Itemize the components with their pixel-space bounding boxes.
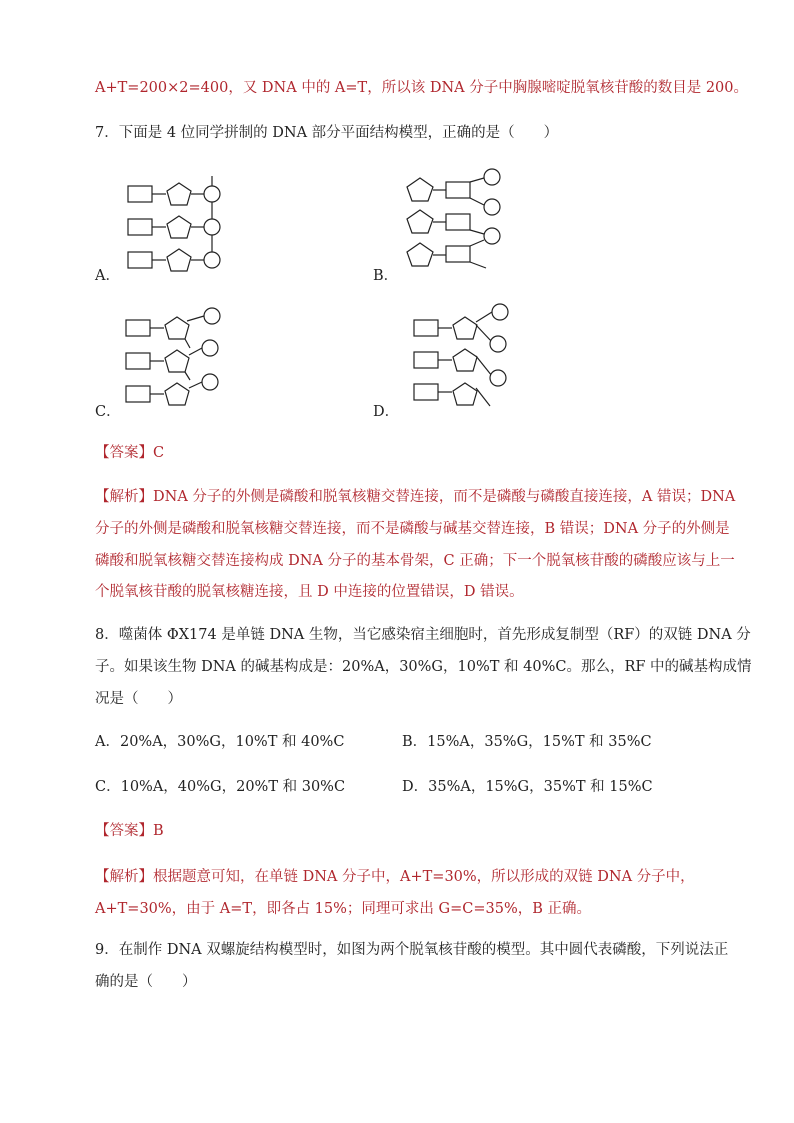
answer-value: C [153,445,165,461]
q7-option-a-label: A． [95,268,120,284]
q8-analysis-line-1 [95,867,695,887]
q7-diagram-d [408,306,518,416]
q7-analysis-line-4: 个脱氧核苷酸的脱氧核糖连接，且 D 中连接的位置错误，D 错误。 [95,584,524,600]
q8-option-a: A．20%A，30%G，10%T 和 40%C [95,734,345,750]
q7-stem: 7．下面是 4 位同学拼制的 DNA 部分平面结构模型，正确的是（ ） [95,125,559,141]
q8-answer [95,821,164,841]
answer-tag: 【答案】 [95,823,153,839]
analysis-tag: 【解析】 [95,489,153,505]
q7-answer [95,443,164,463]
q7-option-c-label: C． [95,404,121,420]
q7-option-b-label: B． [373,268,399,284]
q6-answer-tail: A+T=200×2=400，又 DNA 中的 A=T，所以该 DNA 分子中胸腺嘧啶脱氧核苷酸的数目是 200。 [95,80,749,96]
q9-stem-line-1: 9．在制作 DNA 双螺旋结构模型时，如图为两个脱氧核苷酸的模型。其中圆代表磷酸，下列说法正 [95,942,729,958]
analysis-text: DNA 分子的外侧是磷酸和脱氧核糖交替连接，而不是磷酸与磷酸直接连接，A 错误；DNA [153,489,736,505]
q8-option-b: B．15%A，35%G，15%T 和 35%C [402,734,652,750]
q7-diagram-c [120,308,230,418]
analysis-text: 根据题意可知，在单链 DNA 分子中，A+T=30%，所以形成的双链 DNA 分子中， [153,869,695,885]
q8-analysis-line-2: A+T=30%，由于 A=T，即各占 15%；同理可求出 G=C=35%，B 正确。 [95,901,591,917]
q7-diagram-b [400,168,510,278]
q7-option-d-label: D． [373,404,400,420]
q8-stem-line-1: 8．噬菌体 ΦX174 是单链 DNA 生物，当它感染宿主细胞时，首先形成复制型（RF）的双链 DNA 分 [95,627,751,643]
q7-analysis-line-2: 分子的外侧是磷酸和脱氧核糖交替连接，而不是磷酸与碱基交替连接，B 错误；DNA 分子的外侧是 [95,521,730,537]
answer-value: B [153,823,164,839]
answer-tag: 【答案】 [95,445,153,461]
q8-option-c: C．10%A，40%G，20%T 和 30%C [95,779,346,795]
q7-diagram-a [120,170,230,280]
q8-stem-line-2: 子。如果该生物 DNA 的碱基构成是：20%A，30%G，10%T 和 40%C。那么，RF 中的碱基构成情 [95,659,752,675]
q8-option-d: D．35%A，15%G，35%T 和 15%C [402,779,653,795]
analysis-tag: 【解析】 [95,869,153,885]
q8-stem-line-3: 况是（ ） [95,691,182,707]
q7-analysis-line-1 [95,487,735,507]
q9-stem-line-2: 确的是（ ） [95,974,197,990]
q7-analysis-line-3: 磷酸和脱氧核糖交替连接构成 DNA 分子的基本骨架，C 正确；下一个脱氧核苷酸的磷酸应该与上一 [95,553,735,569]
